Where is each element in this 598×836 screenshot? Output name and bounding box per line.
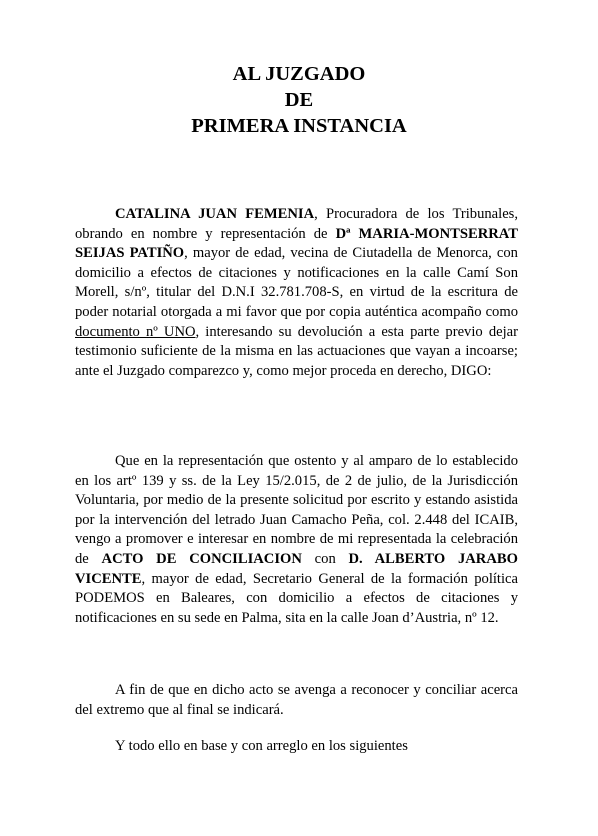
p2-text-c: , mayor de edad, Secretario General de la formación política PODEMOS en Baleares, con domicilio a efectos de citaciones y notificaciones en su sede en Palma, sita en la calle Joan d’Austria, nº 12. [75,570,518,626]
heading-line-1: AL JUZGADO [232,63,366,85]
paragraph-comparecencia [75,205,518,381]
act-name: ACTO DE CONCILIACION [101,550,302,567]
paragraph-finalidad: A fin de que en dicho acto se avenga a reconocer y conciliar acerca del extremo que al final se indicará. [75,682,518,718]
heading-line-3: PRIMERA INSTANCIA [191,115,407,137]
p1-text-c: , interesando su devolución a esta parte previo dejar testimonio suficiente de la misma en las actuaciones que vayan a incoarse; ante el Juzgado comparezco y, como mejor proceda en derecho, DIGO: [75,323,518,379]
client-name: Dª MARIA-MONTSERRAT SEIJAS PATIÑO [75,225,518,262]
heading-line-2: DE [284,89,314,111]
p2-text-b: con [301,550,349,567]
procuradora-name: CATALINA JUAN FEMENIA [115,206,315,222]
p1-text-b: , mayor de edad, vecina de Ciutadella de Menorca, con domicilio a efectos de citaciones y notificaciones en la calle Camí Son Morell, s/nº, titular del D.N.I 32.781.708-S, en virtud de la escritura de poder notarial otorgada a mi favor que por copia auténtica acompaño como [75,245,518,320]
paragraph-fundamentos-intro: Y todo ello en base y con arreglo en los siguientes [115,738,408,754]
p1-text-a: , Procuradora de los Tribunales, obrando en nombre y representación de [75,206,518,242]
p2-text-a: Que en la representación que ostento y al amparo de lo establecido en los artº 139 y ss. de la Ley 15/2.015, de 2 de julio, de la Jurisdicción Voluntaria, por medio de la presente solicitud por escrito y estando asistida por la intervención del letrado Juan Camacho Peña, col. 2.448 del ICAIB, vengo a promover e interesar en nombre de mi representada la celebración de [75,453,518,567]
document-reference: documento nº UNO [75,323,196,340]
defendant-name: D. ALBERTO JARABO VICENTE [75,550,518,587]
paragraph-solicitud [75,452,518,628]
